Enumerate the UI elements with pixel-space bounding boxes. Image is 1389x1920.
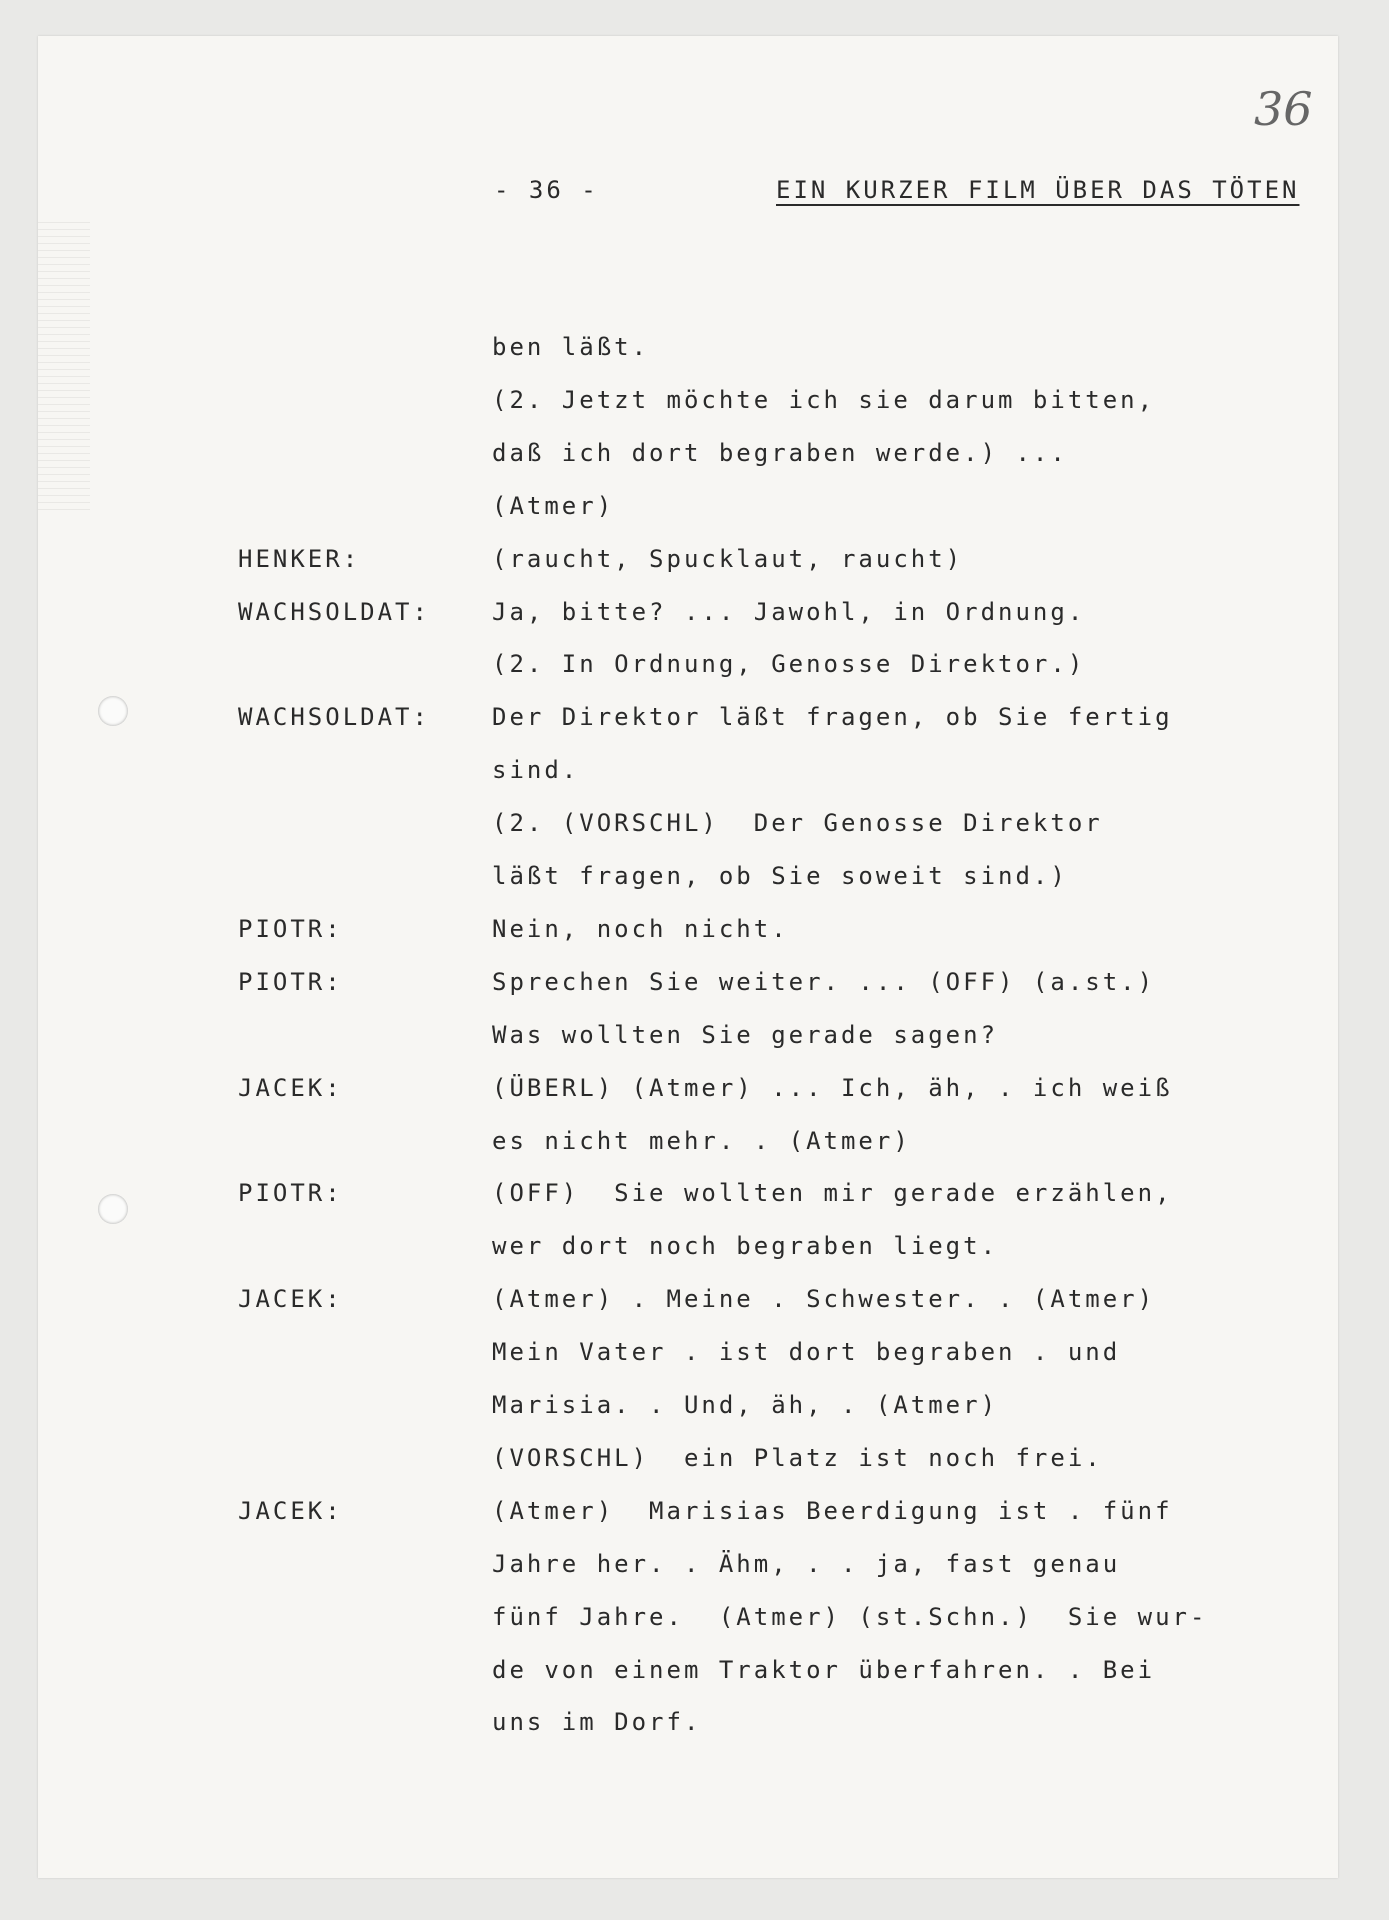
punch-hole-top xyxy=(98,696,128,726)
speaker-label: PIOTR: xyxy=(238,1179,343,1207)
header-page-number: - 36 - xyxy=(494,176,599,204)
speaker-label: JACEK: xyxy=(238,1074,343,1102)
speaker-label: PIOTR: xyxy=(238,915,343,943)
dialogue-line: (ÜBERL) (Atmer) ... Ich, äh, . ich weiß xyxy=(492,1074,1173,1102)
dialogue-line: (VORSCHL) ein Platz ist noch frei. xyxy=(492,1444,1103,1472)
dialogue-line: Sprechen Sie weiter. ... (OFF) (a.st.) xyxy=(492,968,1156,996)
dialogue-line: wer dort noch begraben liegt. xyxy=(492,1232,999,1260)
speaker-label: PIOTR: xyxy=(238,968,343,996)
speaker-label: HENKER: xyxy=(238,545,361,573)
dialogue-line: (2. (VORSCHL) Der Genosse Direktor xyxy=(492,809,1103,837)
script-page xyxy=(38,36,1338,1878)
dialogue-line: daß ich dort begraben werde.) ... xyxy=(492,439,1068,467)
dialogue-line: (Atmer) Marisias Beerdigung ist . fünf xyxy=(492,1497,1173,1525)
speaker-label: JACEK: xyxy=(238,1285,343,1313)
document-title: EIN KURZER FILM ÜBER DAS TÖTEN xyxy=(776,176,1300,204)
dialogue-line: Der Direktor läßt fragen, ob Sie fertig xyxy=(492,703,1173,731)
dialogue-line: Marisia. . Und, äh, . (Atmer) xyxy=(492,1391,999,1419)
dialogue-line: läßt fragen, ob Sie soweit sind.) xyxy=(492,862,1068,890)
speaker-label: JACEK: xyxy=(238,1497,343,1525)
speaker-label: WACHSOLDAT: xyxy=(238,598,430,626)
speaker-label: WACHSOLDAT: xyxy=(238,703,430,731)
dialogue-line: (Atmer) xyxy=(492,492,615,520)
dialogue-line: es nicht mehr. . (Atmer) xyxy=(492,1127,911,1155)
dialogue-line: sind. xyxy=(492,756,580,784)
dialogue-line: (2. Jetzt möchte ich sie darum bitten, xyxy=(492,386,1156,414)
punch-hole-bottom xyxy=(98,1194,128,1224)
dialogue-line: uns im Dorf. xyxy=(492,1708,702,1736)
dialogue-line: de von einem Traktor überfahren. . Bei xyxy=(492,1656,1156,1684)
dialogue-line: (2. In Ordnung, Genosse Direktor.) xyxy=(492,650,1086,678)
dialogue-line: Nein, noch nicht. xyxy=(492,915,789,943)
binding-edge-marks xyxy=(38,216,90,516)
dialogue-line: Mein Vater . ist dort begraben . und xyxy=(492,1338,1121,1366)
dialogue-line: (Atmer) . Meine . Schwester. . (Atmer) xyxy=(492,1285,1156,1313)
dialogue-line: (raucht, Spucklaut, raucht) xyxy=(492,545,964,573)
dialogue-line: Ja, bitte? ... Jawohl, in Ordnung. xyxy=(492,598,1086,626)
dialogue-line: Jahre her. . Ähm, . . ja, fast genau xyxy=(492,1550,1121,1578)
dialogue-line: fünf Jahre. (Atmer) (st.Schn.) Sie wur- xyxy=(492,1603,1208,1631)
handwritten-page-number: 36 xyxy=(1254,82,1313,136)
dialogue-line: (OFF) Sie wollten mir gerade erzählen, xyxy=(492,1179,1173,1207)
dialogue-line: Was wollten Sie gerade sagen? xyxy=(492,1021,999,1049)
dialogue-line: ben läßt. xyxy=(492,333,650,361)
